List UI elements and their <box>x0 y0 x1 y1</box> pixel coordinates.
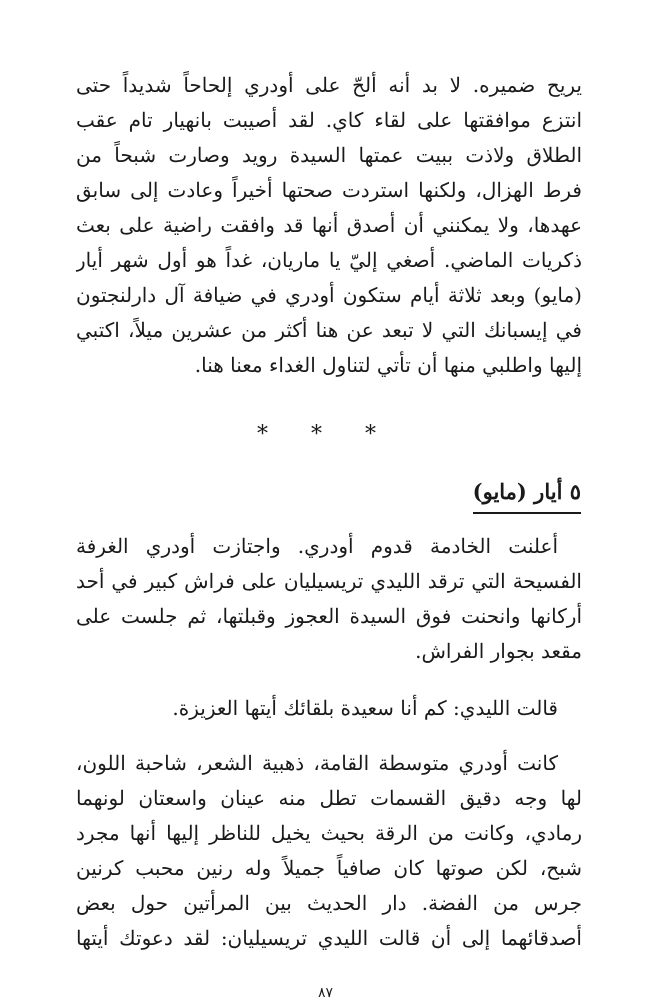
text-line: في إيسبانك التي لا تبعد عن هنا أكثر من عشرين ميلاً، اكتبي <box>76 318 582 342</box>
text-line: رمادي، وكانت من الرقة بحيث يخيل للناظر إليها أنها مجرد <box>76 821 582 845</box>
text-line: قالت الليدي: كم أنا سعيدة بلقائك أيتها العزيزة. <box>172 696 558 720</box>
section-heading: ٥ أيار (مايو) <box>473 474 581 514</box>
text-line: شبح، لكن صوتها كان صافياً جميلاً وله رنين محبب كرنين <box>76 856 582 880</box>
text-line: فرط الهزال، ولكنها استردت صحتها أخيراً وعادت إلى سابق <box>76 178 582 202</box>
text-line: إليها واطلبي منها أن تأتي لتناول الغداء معنا هنا. <box>194 353 582 377</box>
text-line: أصدقائهما إلى أن قالت الليدي تريسيليان: لقد دعوتك أيتها <box>76 926 582 950</box>
text-line: انتزع موافقتها على لقاء كاي. لقد أصيبت بانهيار تام عقب <box>76 108 582 132</box>
text-line: أعلنت الخادمة قدوم أودري. واجتازت أودري الغرفة <box>76 534 558 558</box>
text-line: أركانها وانحنت فوق السيدة العجوز وقبلتها، ثم جلست على <box>76 604 582 628</box>
page-number: ٨٧ <box>317 986 334 1000</box>
text-line: مقعد بجوار الفراش. <box>415 639 582 663</box>
text-line: كانت أودري متوسطة القامة، ذهبية الشعر، شاحبة اللون، <box>76 751 558 775</box>
text-line: الفسيحة التي ترقد الليدي تريسيليان على فراش كبير في أحد <box>76 569 582 593</box>
text-line: عهدها، ولا يمكنني أن أصدق أنها قد وافقت راضية على بعث <box>76 213 582 237</box>
text-line: ذكريات الماضي. أصغي إليّ يا ماريان، غداً هو أول شهر أيار <box>76 248 582 272</box>
section-separator: * * * <box>257 422 394 447</box>
text-line: (مايو) وبعد ثلاثة أيام ستكون أودري في ضيافة آل دارلنجتون <box>76 283 582 307</box>
text-line: يريح ضميره. لا بد أنه ألحّ على أودري إلحاحاً شديداً حتى <box>76 73 582 97</box>
text-line: الطلاق ولاذت ببيت عمتها السيدة رويد وصارت شبحاً من <box>76 143 582 167</box>
text-line: جرس من الفضة. دار الحديث بين المرأتين حول بعض <box>76 891 582 915</box>
text-line: لها وجه دقيق القسمات تطل منه عينان واسعتان لونهما <box>76 786 582 810</box>
